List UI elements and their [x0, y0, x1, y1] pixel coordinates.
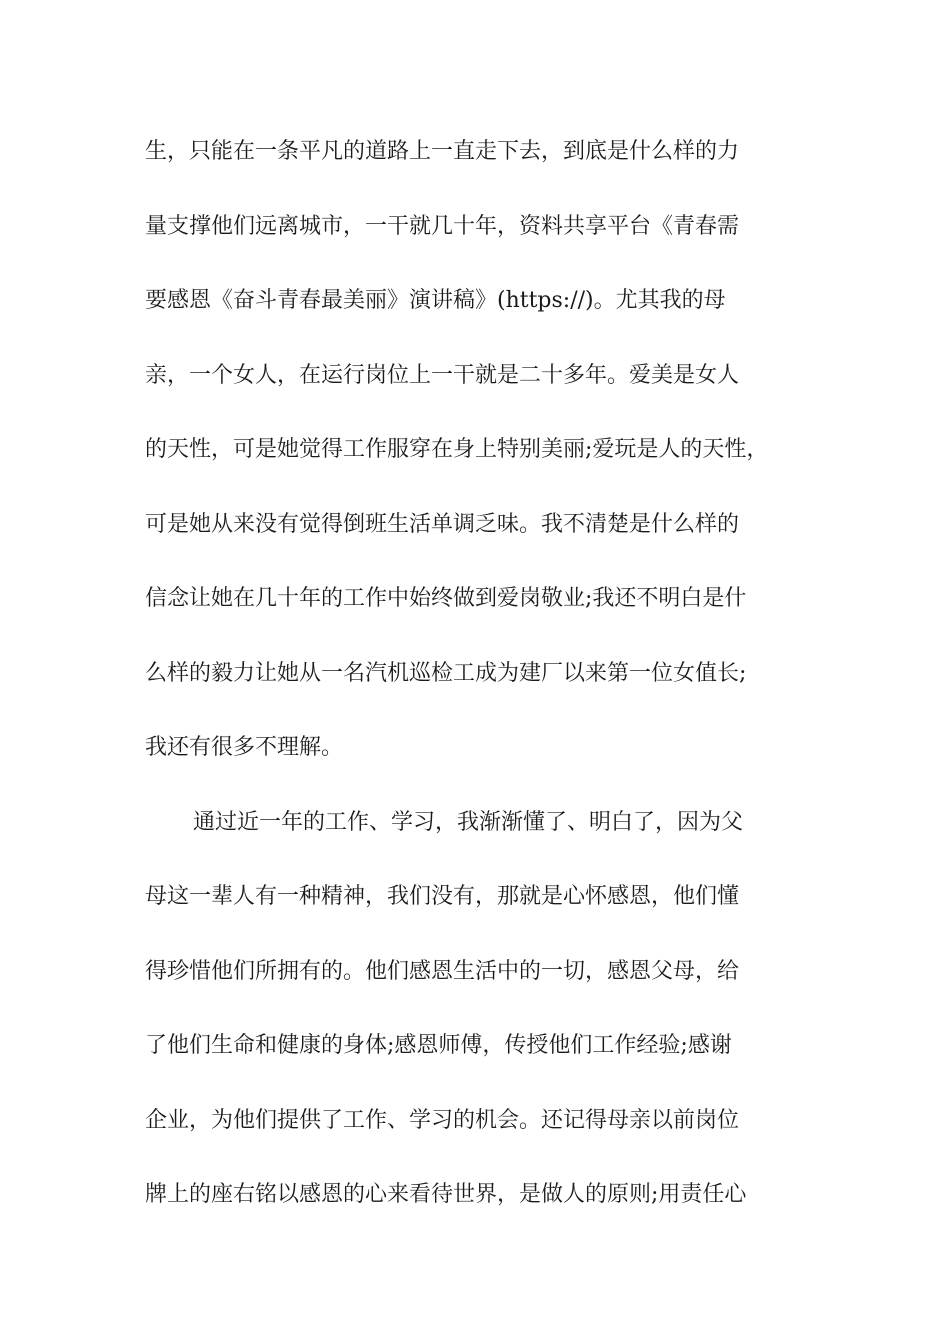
text-line: 要感恩《奋斗青春最美丽》演讲稿》(https://)。尤其我的母	[145, 288, 726, 313]
text-line: 了他们生命和健康的身体;感恩师傅，传授他们工作经验;感谢	[145, 1033, 732, 1058]
text-line: 牌上的座右铭以感恩的心来看待世界，是做人的原则;用责任心	[145, 1182, 747, 1207]
body-text	[145, 126, 815, 1244]
text-line: 我还有很多不理解。	[145, 735, 344, 760]
text-line: 可是她从来没有觉得倒班生活单调乏味。我不清楚是什么样的	[145, 511, 740, 537]
text-line: 母这一辈人有一种精神，我们没有，那就是心怀感恩，他们懂	[145, 884, 740, 909]
text-line: 得珍惜他们所拥有的。他们感恩生活中的一切，感恩父母，给	[145, 958, 740, 984]
text-line: 企业，为他们提供了工作、学习的机会。还记得母亲以前岗位	[145, 1107, 740, 1133]
text-line: 的天性，可是她觉得工作服穿在身上特别美丽;爱玩是人的天性，	[145, 437, 769, 462]
text-line: 量支撑他们远离城市，一干就几十年，资料共享平台《青春需	[145, 213, 740, 239]
text-line: 么样的毅力让她从一名汽机巡检工成为建厂以来第一位女值长;	[145, 660, 747, 686]
text-line: 生，只能在一条平凡的道路上一直走下去，到底是什么样的力	[145, 139, 740, 164]
text-line: 亲，一个女人，在运行岗位上一干就是二十多年。爱美是女人	[145, 362, 740, 388]
paragraph-start-line: 通过近一年的工作、学习，我渐渐懂了、明白了，因为父	[193, 809, 744, 835]
text-line: 信念让她在几十年的工作中始终做到爱岗敬业;我还不明白是什	[145, 586, 747, 611]
